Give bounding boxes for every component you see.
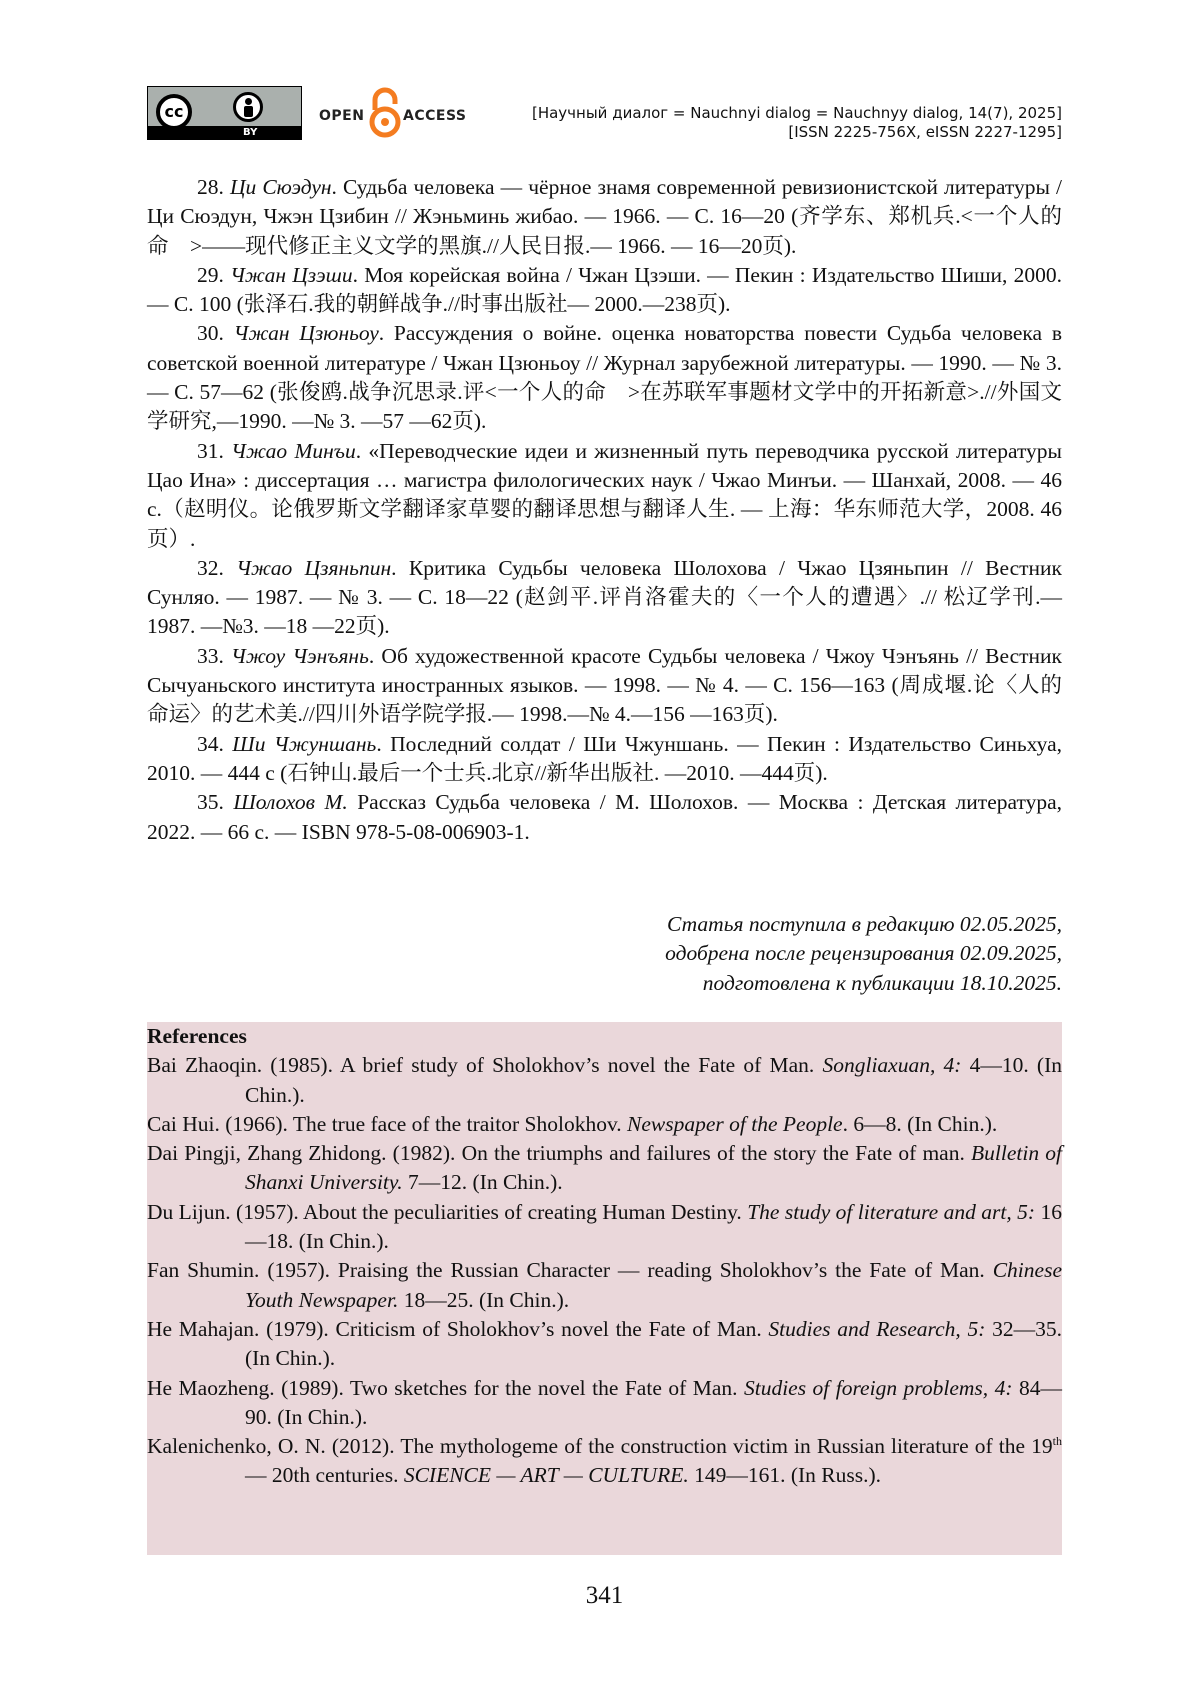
reference-author: Шолохов М. [233, 790, 348, 815]
open-access-logo [319, 86, 467, 140]
page-header [147, 86, 1062, 142]
list-item: Dai Pingji, Zhang Zhidong. (1982). On the triumphs and failures of the story the Fate of man. Bulletin of Shanxi University. 7—12. (In Chin.). [147, 1141, 1063, 1195]
received-date: Статья поступила в редакцию 02.05.2025, [666, 912, 1062, 936]
journal-citation [532, 104, 1062, 142]
access-label: ACCESS [403, 108, 467, 124]
cc-by-license-badge [147, 86, 302, 140]
list-item: 28. Ци Сюэдун. Судьба человека — чёрное знамя современной ревизионистской литературы / Ци Сюэдун, Чжэн Цзибин // Жэньминь жибао. — 1966. — С. 16—20 (齐学东、郑机兵.<一个人的命 >——现代修正主义文学的黑旗.//人民日报.— 1966. — 16—20页). [147, 175, 1063, 258]
list-item: 29. Чжан Цзэши. Моя корейская война / Чжан Цзэши. — Пекин : Издательство Шиши, 2000. — С. 100 (张泽石.我的朝鲜战争.//时事出版社— 2000.—238页). [147, 262, 1062, 317]
reference-author: Чжао Цзяньпин [236, 555, 392, 580]
attribution-icon [233, 92, 263, 122]
list-item: 30. Чжан Цзюньоу. Рассуждения о войне. оценка новаторства повести Судьба человека в советской военной литературе / Чжан Цзюньоу // Журнал зарубежной литературы. — 1990. — № 3. — С. 57—62 (张俊鸥.战争沉思录.评<一个人的命 >在苏联军事题材文学中的开拓新意>.//外国文学研究,—1990. —№ 3. —57 —62页). [147, 321, 1062, 434]
russian-reference-list [147, 173, 1062, 847]
list-item: 35. Шолохов М. Рассказ Судьба человека / М. Шолохов. — Москва : Детская литература, 2022. — 66 с. — ISBN 978-5-08-006903-1. [147, 790, 1062, 844]
reference-author: Чжан Цзюньоу [233, 321, 379, 346]
reference-author: Чжан Цзэши [230, 262, 353, 287]
references-section [147, 1022, 1062, 1555]
open-lock-icon [365, 86, 405, 138]
page [147, 0, 1062, 1703]
reference-author: Ци Сюэдун [229, 175, 332, 199]
list-item: 32. Чжао Цзяньпин. Критика Судьбы человека Шолохова / Чжао Цзяньпин // Вестник Сунляо. — 1987. — № 3. — С. 18—22 (赵剑平.评肖洛霍夫的〈一个人的遭遇〉.// 松辽学刊.—1987. —№3. —18 —22页). [147, 555, 1062, 639]
approved-date: одобрена после рецензирования 02.09.2025, [665, 941, 1062, 966]
reference-author: Чжао Минъи [231, 438, 356, 463]
list-item: He Maozheng. (1989). Two sketches for the novel the Fate of Man. Studies of foreign problems, 4: 84—90. (In Chin.). [147, 1375, 1063, 1429]
list-item: Fan Shumin. (1957). Praising the Russian Character — reading Sholokhov’s the Fate of Man. Chinese Youth Newspaper. 18—25. (In Chin.). [147, 1258, 1062, 1312]
reference-author: Ши Чжуншань [232, 731, 377, 756]
list-item: 34. Ши Чжуншань. Последний солдат / Ши Чжуншань. — Пекин : Издательство Синьхуа, 2010. — 444 с (石钟山.最后一个士兵.北京//新华出版社. —2010. —444页). [147, 731, 1063, 785]
article-dates [665, 910, 1062, 998]
journal-title-line: [Научный диалог = Nauchnyi dialog = Nauchnyy dialog, 14(7), 2025] [531, 104, 1062, 122]
cc-icon: cc [156, 94, 192, 130]
open-label: OPEN [319, 108, 365, 124]
list-item: Bai Zhaoqin. (1985). A brief study of Sholokhov’s novel the Fate of Man. Songliaxuan, 4: 4—10. (In Chin.). [147, 1053, 1062, 1107]
list-item: Du Lijun. (1957). About the peculiarities of creating Human Destiny. The study of literature and art, 5: 16—18. (In Chin.). [147, 1199, 1062, 1254]
list-item: He Mahajan. (1979). Criticism of Sholokhov’s novel the Fate of Man. Studies and Research, 5: 32—35. (In Chin.). [147, 1316, 1062, 1371]
list-item: Kalenichenko, O. N. (2012). The mythologeme of the construction victim in Russian literature of the 19th — 20th centuries. SCIENCE — ART — CULTURE. 149—161. (In Russ.). [147, 1434, 1062, 1488]
prepared-date: подготовлена к публикации 18.10.2025. [702, 970, 1062, 995]
reference-author: Чжоу Чэнъянь [231, 643, 369, 668]
page-number: 341 [585, 1582, 624, 1609]
list-item: Cai Hui. (1966). The true face of the traitor Sholokhov. Newspaper of the People. 6—8. (In Chin.). [147, 1111, 998, 1136]
list-item: 33. Чжоу Чэнъянь. Об художественной красоте Судьбы человека / Чжоу Чэнъянь // Вестник Сычуаньского института иностранных языков. — 1998. — № 4. — С. 156—163 (周成堰.论〈人的命运〉的艺术美.//四川外语学院学报.— 1998.—№ 4.—156 —163页). [147, 643, 1062, 727]
journal-issn-line: [ISSN 2225-756X, eISSN 2227-1295] [788, 123, 1062, 141]
references-title: References [147, 1024, 247, 1048]
by-label: BY [243, 127, 258, 138]
list-item: 31. Чжао Минъи. «Переводческие идеи и жизненный путь переводчика русской литературы Цао Ина» : диссертация … магистра филологических наук / Чжао Минъи. — Шанхай, 2008. — 46 с.（赵明仪。论俄罗斯文学翻译家草婴的翻译思想与翻译人生. — 上海：华东师范大学，2008. 46页）. [147, 438, 1063, 551]
